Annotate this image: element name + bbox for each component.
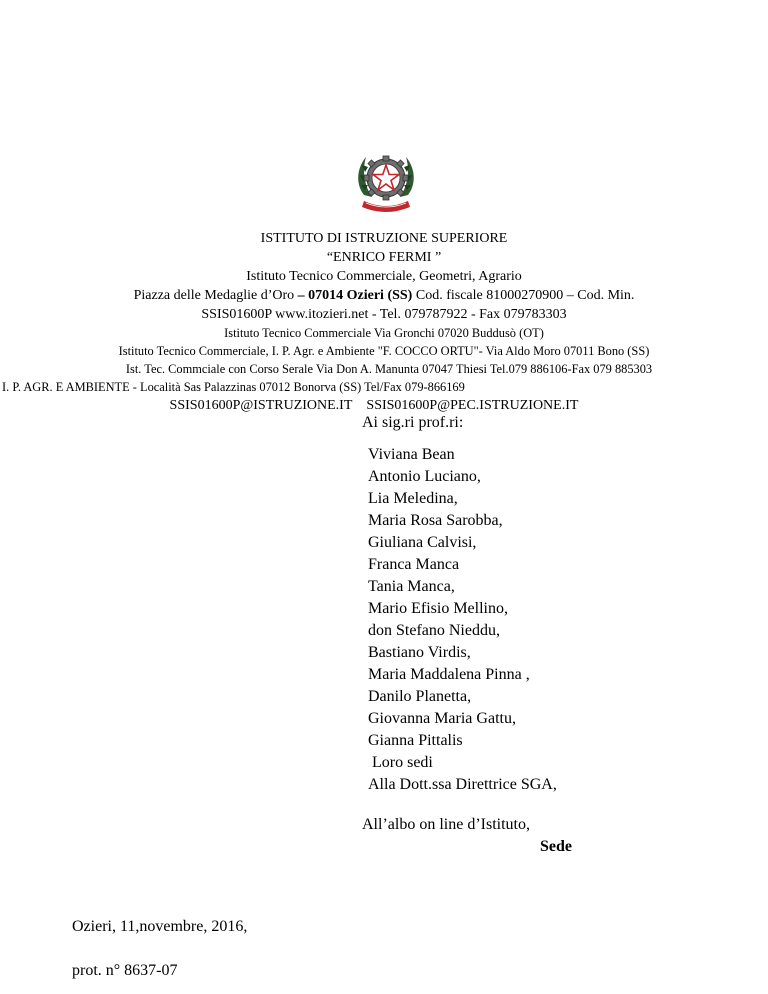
branch-bono: Istituto Tecnico Commerciale, I. P. Agr. e Ambiente "F. COCCO ORTU"- Via Aldo Moro 07011 Bono (SS) [118, 344, 650, 358]
list-item: Tania Manca, [368, 578, 455, 595]
list-item: Gianna Pittalis [368, 732, 463, 749]
contact-line: SSIS01600P www.itozieri.net - Tel. 079787922 - Fax 079783303 [201, 307, 567, 322]
main-address: Piazza delle Medaglie d’Oro – 07014 Ozieri (SS) Cod. fiscale 81000270900 – Cod. Min. [133, 288, 635, 303]
list-item: Viviana Bean [368, 446, 455, 463]
list-item: Antonio Luciano, [368, 468, 481, 485]
place-date: Ozieri, 11,novembre, 2016, [72, 918, 248, 935]
institute-courses: Istituto Tecnico Commerciale, Geometri, Agrario [246, 269, 522, 284]
email-pec[interactable]: SSIS01600P@PEC.ISTRUZIONE.IT [366, 398, 579, 413]
branch-thiesi: Ist. Tec. Commciale con Corso Serale Via Don A. Manunta 07047 Thiesi Tel.079 886106-Fax 079 885303 [125, 362, 653, 376]
protocol-number: prot. n° 8637-07 [72, 962, 178, 979]
sede-label: Sede [540, 838, 572, 855]
list-item: Maria Maddalena Pinna , [368, 666, 530, 683]
list-item: Franca Manca [368, 556, 460, 573]
list-item: Lia Meledina, [368, 490, 458, 507]
branch-budduso: Istituto Tecnico Commerciale Via Gronchi 07020 Buddusò (OT) [224, 326, 544, 340]
list-item: Giovanna Maria Gattu, [368, 710, 516, 727]
list-item: Danilo Planetta, [368, 688, 472, 705]
italian-republic-emblem-icon [354, 145, 418, 217]
institute-name: “ENRICO FERMI ” [326, 250, 442, 265]
letterhead [0, 229, 768, 415]
list-item: Giuliana Calvisi, [368, 534, 477, 551]
list-item: don Stefano Nieddu, [368, 622, 500, 639]
albo-line: All’albo on line d’Istituto, [362, 816, 530, 833]
email-istruzione[interactable]: SSIS01600P@ISTRUZIONE.IT [169, 398, 353, 413]
list-item: Maria Rosa Sarobba, [368, 512, 503, 529]
list-item: Bastiano Virdis, [368, 644, 471, 661]
email-line [0, 396, 768, 415]
salutation: Ai sig.ri prof.ri: [362, 414, 464, 431]
list-item: Alla Dott.ssa Direttrice SGA, [368, 776, 557, 793]
list-item: Loro sedi [372, 754, 433, 771]
list-item: Mario Efisio Mellino, [368, 600, 508, 617]
institute-type: ISTITUTO DI ISTRUZIONE SUPERIORE [260, 231, 508, 246]
branch-bonorva: I. P. AGR. E AMBIENTE - Località Sas Palazzinas 07012 Bonorva (SS) Tel/Fax 079-866169 [2, 380, 465, 394]
